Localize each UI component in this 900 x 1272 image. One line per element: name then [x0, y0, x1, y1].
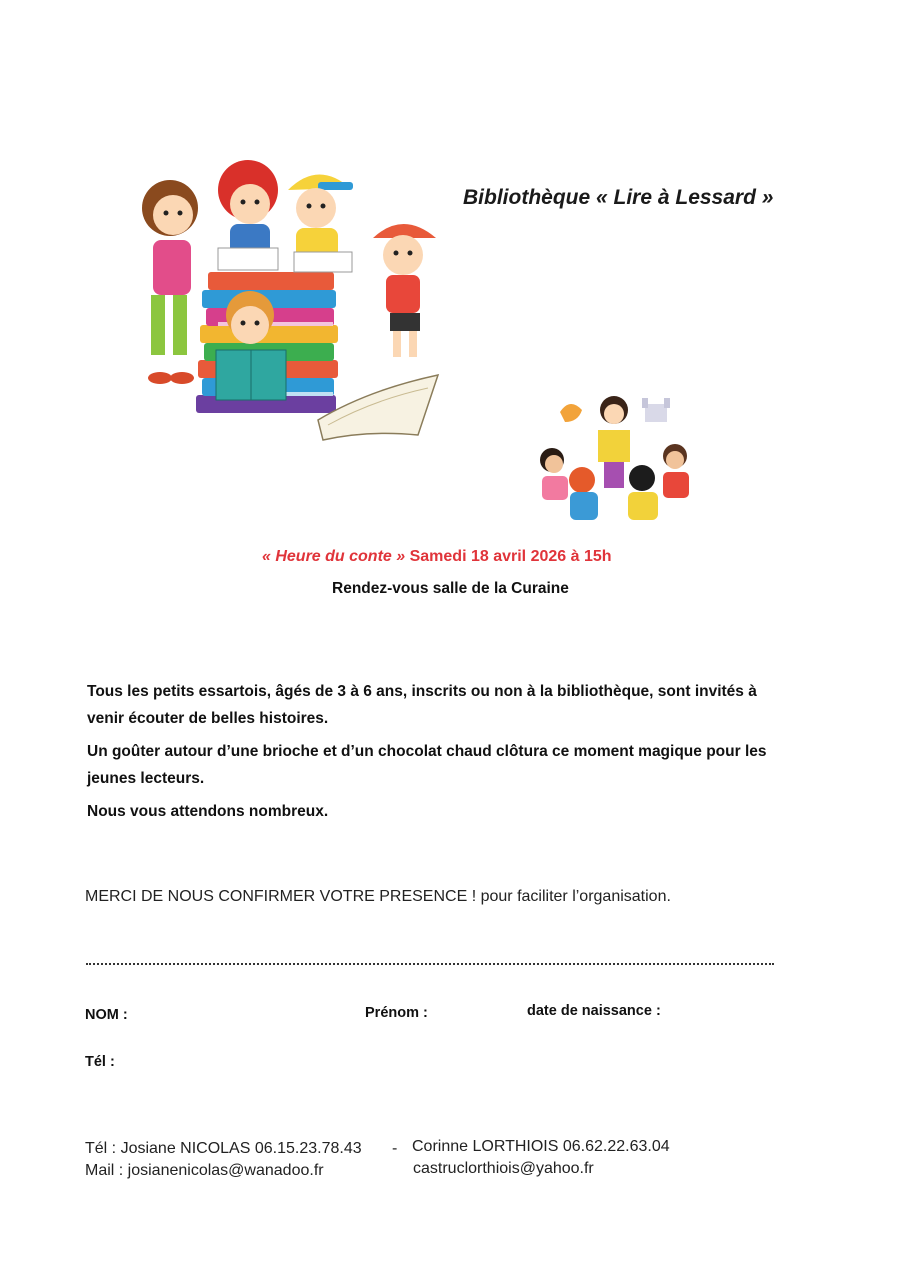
cut-line-divider: [86, 963, 774, 965]
prenom-label: Prénom :: [365, 1005, 428, 1021]
contact-corinne-phone: Corinne LORTHIOIS 06.62.22.63.04: [412, 1138, 670, 1155]
date-naissance-label: date de naissance :: [527, 1003, 661, 1019]
contact-josiane-mail[interactable]: Mail : josianenicolas@wanadoo.fr: [85, 1162, 324, 1179]
event-datetime: Samedi 18 avril 2026 à 15h: [409, 548, 612, 565]
contact-corinne-mail[interactable]: castruclorthiois@yahoo.fr: [413, 1160, 594, 1177]
event-line: [262, 548, 612, 566]
confirm-presence-text: MERCI DE NOUS CONFIRMER VOTRE PRESENCE ! pour faciliter l’organisation.: [85, 888, 671, 905]
paragraph-invitation: Tous les petits essartois, âgés de 3 à 6 ans, inscrits ou non à la bibliothèque, sont invités à venir écouter de belles histoires.: [87, 683, 757, 727]
nom-label: NOM :: [85, 1007, 128, 1023]
paragraph-gouter: Un goûter autour d’une brioche et d’un chocolat chaud clôtura ce moment magique pour les jeunes lecteurs.: [87, 743, 767, 787]
event-name: « Heure du conte »: [262, 548, 406, 565]
paragraph-closing: Nous vous attendons nombreux.: [87, 803, 329, 820]
storytelling-circle-illustration: [530, 392, 700, 532]
children-reading-books-illustration: [118, 160, 443, 450]
contact-josiane-phone: Tél : Josiane NICOLAS 06.15.23.78.43: [85, 1140, 362, 1157]
tel-label: Tél :: [85, 1054, 115, 1070]
page-title: Bibliothèque « Lire à Lessard »: [463, 186, 774, 209]
event-venue: Rendez-vous salle de la Curaine: [332, 580, 569, 597]
contact-separator: -: [392, 1140, 398, 1157]
